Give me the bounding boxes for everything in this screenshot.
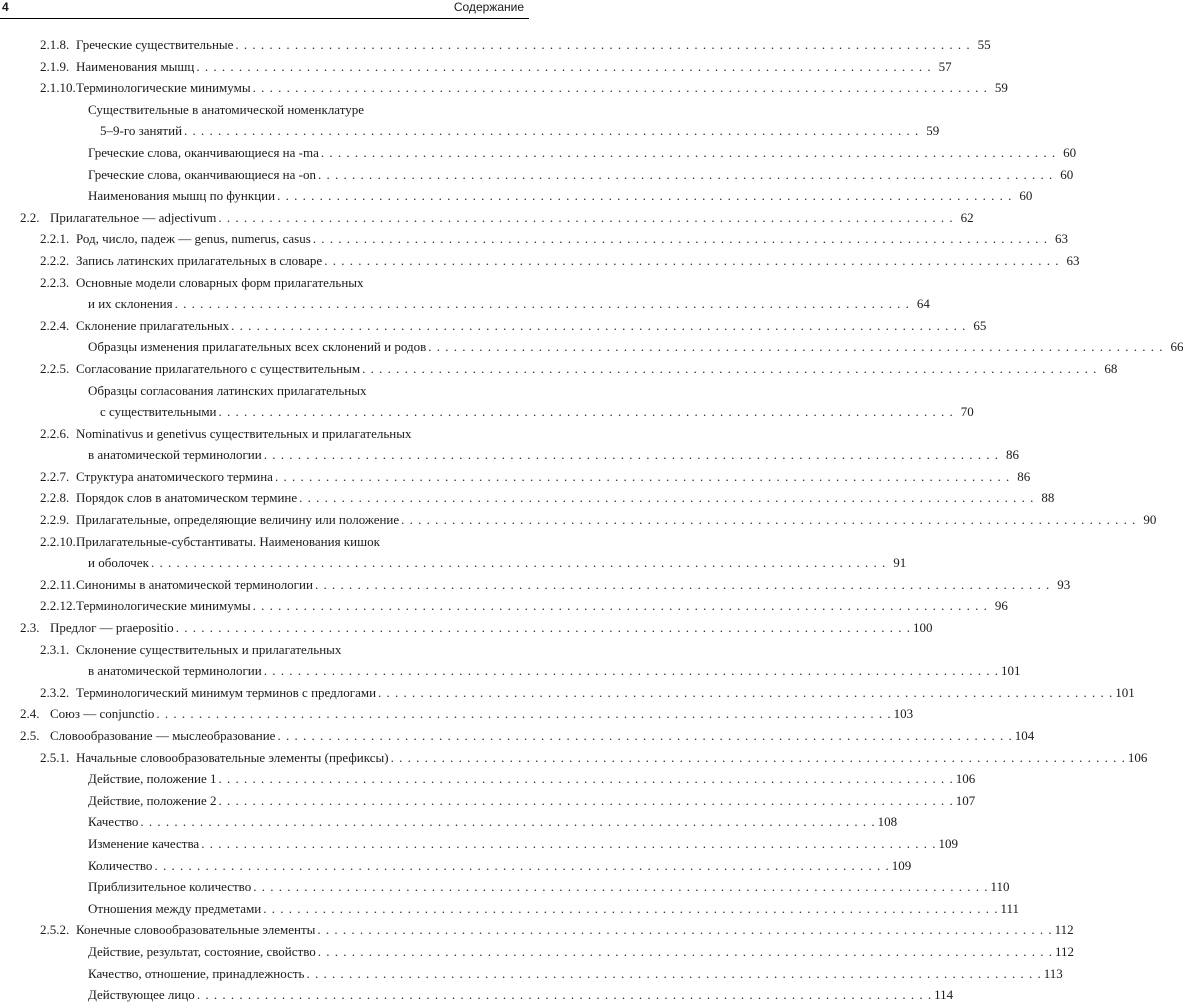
toc-entry-page: 107 — [955, 792, 976, 808]
toc-entry[interactable] — [0, 639, 1021, 682]
toc-entry[interactable] — [0, 207, 974, 229]
toc-entry-number: 2.5.2. — [40, 922, 70, 938]
toc-entry-page: 64 — [916, 296, 930, 312]
toc-entry[interactable] — [0, 703, 914, 725]
toc-entry-number: 2.2.11. — [40, 576, 76, 592]
dot-leader: . . . . . . . . . . . . . . . . . . . . . . . . . . . . . . . . . . . . . . . . . . . . . . . . . . . . . . . . . . . . . . . . . . . . . . . . . . . . . . . . . . . . . . . — [184, 123, 920, 139]
dot-leader: . . . . . . . . . . . . . . . . . . . . . . . . . . . . . . . . . . . . . . . . . . . . . . . . . . . . . . . . . . . . . . . . . . . . . . . . . . . . . . . . . . . . . . . — [390, 749, 1126, 765]
toc-entry-page: 60 — [1019, 188, 1033, 204]
table-of-contents — [0, 34, 1183, 1006]
toc-entry-title: Прилагательные-субстантиваты. Наименования кишок — [76, 533, 380, 549]
toc-entry-title: Действие, положение 2 — [88, 792, 217, 808]
toc-entry-page: 86 — [1005, 447, 1019, 463]
toc-entry-number: 2.2.5. — [40, 360, 70, 376]
dot-leader: . . . . . . . . . . . . . . . . . . . . . . . . . . . . . . . . . . . . . . . . . . . . . . . . . . . . . . . . . . . . . . . . . . . . . . . . . . . . . . . . . . . . . . . — [252, 598, 988, 614]
dot-leader: . . . . . . . . . . . . . . . . . . . . . . . . . . . . . . . . . . . . . . . . . . . . . . . . . . . . . . . . . . . . . . . . . . . . . . . . . . . . . . . . . . . . . . . — [154, 857, 890, 873]
dot-leader: . . . . . . . . . . . . . . . . . . . . . . . . . . . . . . . . . . . . . . . . . . . . . . . . . . . . . . . . . . . . . . . . . . . . . . . . . . . . . . . . . . . . . . . — [263, 900, 999, 916]
dot-leader: . . . . . . . . . . . . . . . . . . . . . . . . . . . . . . . . . . . . . . . . . . . . . . . . . . . . . . . . . . . . . . . . . . . . . . . . . . . . . . . . . . . . . . . — [299, 490, 1035, 506]
toc-entry-number: 2.2.8. — [40, 490, 70, 506]
toc-entry-number: 2.1.9. — [40, 58, 70, 74]
toc-entry[interactable] — [0, 747, 1148, 769]
dot-leader: . . . . . . . . . . . . . . . . . . . . . . . . . . . . . . . . . . . . . . . . . . . . . . . . . . . . . . . . . . . . . . . . . . . . . . . . . . . . . . . . . . . . . . . — [174, 296, 910, 312]
toc-entry-page: 93 — [1057, 576, 1071, 592]
toc-entry-page: 66 — [1170, 339, 1183, 355]
toc-entry-number: 2.2.10. — [40, 533, 76, 549]
toc-entry-title-continued: и их склонения — [88, 296, 173, 312]
dot-leader: . . . . . . . . . . . . . . . . . . . . . . . . . . . . . . . . . . . . . . . . . . . . . . . . . . . . . . . . . . . . . . . . . . . . . . . . . . . . . . . . . . . . . . . — [252, 80, 988, 96]
toc-entry[interactable] — [0, 617, 933, 639]
toc-entry-page: 90 — [1143, 512, 1157, 528]
toc-entry-title: Предлог — praepositio — [50, 620, 174, 636]
toc-entry-number: 2.2.9. — [40, 512, 70, 528]
toc-entry-page: 59 — [926, 123, 940, 139]
dot-leader: . . . . . . . . . . . . . . . . . . . . . . . . . . . . . . . . . . . . . . . . . . . . . . . . . . . . . . . . . . . . . . . . . . . . . . . . . . . . . . . . . . . . . . . — [277, 728, 1013, 743]
toc-entry-title: Порядок слов в анатомическом термине — [76, 490, 298, 506]
toc-entry-number: 2.2.3. — [40, 274, 70, 290]
toc-entry-title-continued: 5–9-го занятий — [100, 123, 183, 139]
header-rule — [0, 18, 529, 19]
toc-entry[interactable] — [0, 77, 1008, 99]
toc-entry-title: Наименования мышц — [76, 58, 195, 74]
toc-entry-title: Прилагательные, определяющие величину или положение — [76, 512, 400, 528]
dot-leader: . . . . . . . . . . . . . . . . . . . . . . . . . . . . . . . . . . . . . . . . . . . . . . . . . . . . . . . . . . . . . . . . . . . . . . . . . . . . . . . . . . . . . . . — [317, 943, 1054, 959]
dot-leader: . . . . . . . . . . . . . . . . . . . . . . . . . . . . . . . . . . . . . . . . . . . . . . . . . . . . . . . . . . . . . . . . . . . . . . . . . . . . . . . . . . . . . . . — [324, 252, 1060, 268]
toc-entry[interactable] — [0, 531, 907, 574]
toc-entry-title: Существительные в анатомической номенклатуре — [88, 101, 365, 117]
toc-entry-page: 100 — [912, 620, 933, 636]
toc-entry-title: Терминологический минимум терминов с предлогами — [76, 684, 377, 700]
toc-entry[interactable] — [0, 99, 940, 142]
dot-leader: . . . . . . . . . . . . . . . . . . . . . . . . . . . . . . . . . . . . . . . . . . . . . . . . . . . . . . . . . . . . . . . . . . . . . . . . . . . . . . . . . . . . . . . — [218, 209, 954, 225]
toc-entry-page: 62 — [960, 209, 974, 225]
toc-entry-title: Синонимы в анатомической терминологии — [76, 576, 313, 592]
toc-entry[interactable] — [0, 336, 1183, 358]
toc-entry[interactable] — [0, 380, 974, 423]
toc-entry-page: 88 — [1041, 490, 1055, 506]
toc-entry-title: Терминологические минимумы — [76, 80, 251, 96]
toc-entry-title: Структура анатомического термина — [76, 468, 273, 484]
toc-entry[interactable] — [0, 487, 1055, 509]
toc-entry-title: Запись латинских прилагательных в словаре — [76, 252, 323, 268]
dot-leader: . . . . . . . . . . . . . . . . . . . . . . . . . . . . . . . . . . . . . . . . . . . . . . . . . . . . . . . . . . . . . . . . . . . . . . . . . . . . . . . . . . . . . . . — [263, 447, 999, 463]
toc-entry[interactable] — [0, 898, 1020, 920]
toc-entry[interactable] — [0, 56, 952, 78]
dot-leader: . . . . . . . . . . . . . . . . . . . . . . . . . . . . . . . . . . . . . . . . . . . . . . . . . . . . . . . . . . . . . . . . . . . . . . . . . . . . . . . . . . . . . . . — [235, 37, 971, 52]
toc-entry-title: Образцы согласования латинских прилагательных — [88, 382, 367, 398]
toc-entry-title: Количество — [88, 857, 153, 873]
dot-leader: . . . . . . . . . . . . . . . . . . . . . . . . . . . . . . . . . . . . . . . . . . . . . . . . . . . . . . . . . . . . . . . . . . . . . . . . . . . . . . . . . . . . . . . — [428, 339, 1164, 355]
toc-entry[interactable] — [0, 272, 930, 315]
toc-entry-title: Приблизительное количество — [88, 879, 252, 895]
toc-entry-page: 106 — [955, 771, 976, 787]
toc-entry-title: Прилагательное — adjectivum — [50, 209, 217, 225]
toc-entry[interactable] — [0, 315, 987, 337]
toc-entry-page: 110 — [990, 879, 1010, 895]
toc-entry-number: 2.4. — [20, 706, 40, 722]
running-header — [0, 0, 529, 20]
dot-leader: . . . . . . . . . . . . . . . . . . . . . . . . . . . . . . . . . . . . . . . . . . . . . . . . . . . . . . . . . . . . . . . . . . . . . . . . . . . . . . . . . . . . . . . — [263, 663, 999, 679]
toc-entry-page: 91 — [893, 555, 907, 571]
toc-entry-page: 63 — [1055, 231, 1068, 247]
dot-leader: . . . . . . . . . . . . . . . . . . . . . . . . . . . . . . . . . . . . . . . . . . . . . . . . . . . . . . . . . . . . . . . . . . . . . . . . . . . . . . . . . . . . . . . — [156, 706, 892, 722]
toc-entry-page: 63 — [1066, 252, 1080, 268]
toc-entry[interactable] — [0, 682, 1135, 704]
toc-entry-page: 65 — [973, 317, 987, 333]
toc-entry-title-continued: и оболочек — [88, 555, 149, 571]
toc-entry-number: 2.1.10. — [40, 80, 76, 96]
toc-entry-number: 2.2.7. — [40, 468, 70, 484]
toc-entry-title: Склонение существительных и прилагательных — [76, 641, 342, 657]
toc-entry-title: Основные модели словарных форм прилагательных — [76, 274, 364, 290]
toc-entry-title: Действие, результат, состояние, свойство — [88, 943, 316, 959]
toc-entry[interactable] — [0, 574, 1071, 596]
toc-entry-number: 2.3.1. — [40, 641, 70, 657]
toc-entry[interactable] — [0, 250, 1080, 272]
toc-entry-page: 106 — [1127, 749, 1148, 765]
dot-leader: . . . . . . . . . . . . . . . . . . . . . . . . . . . . . . . . . . . . . . . . . . . . . . . . . . . . . . . . . . . . . . . . . . . . . . . . . . . . . . . . . . . . . . . — [378, 684, 1114, 700]
toc-entry-title: Союз — conjunctio — [50, 706, 155, 722]
toc-entry[interactable] — [0, 164, 1074, 186]
toc-entry-page: 55 — [977, 37, 991, 52]
toc-entry[interactable] — [0, 963, 1063, 985]
dot-leader: . . . . . . . . . . . . . . . . . . . . . . . . . . . . . . . . . . . . . . . . . . . . . . . . . . . . . . . . . . . . . . . . . . . . . . . . . . . . . . . . . . . . . . . — [274, 468, 1011, 484]
toc-entry-page: 60 — [1060, 166, 1074, 182]
toc-entry-title: Изменение качества — [88, 835, 200, 851]
toc-entry[interactable] — [0, 34, 991, 56]
dot-leader: . . . . . . . . . . . . . . . . . . . . . . . . . . . . . . . . . . . . . . . . . . . . . . . . . . . . . . . . . . . . . . . . . . . . . . . . . . . . . . . . . . . . . . . — [140, 814, 876, 830]
toc-entry-page: 109 — [891, 857, 912, 873]
toc-entry-page: 60 — [1063, 144, 1077, 160]
dot-leader: . . . . . . . . . . . . . . . . . . . . . . . . . . . . . . . . . . . . . . . . . . . . . . . . . . . . . . . . . . . . . . . . . . . . . . . . . . . . . . . . . . . . . . . — [318, 166, 1054, 182]
dot-leader: . . . . . . . . . . . . . . . . . . . . . . . . . . . . . . . . . . . . . . . . . . . . . . . . . . . . . . . . . . . . . . . . . . . . . . . . . . . . . . . . . . . . . . . — [312, 231, 1048, 247]
dot-leader: . . . . . . . . . . . . . . . . . . . . . . . . . . . . . . . . . . . . . . . . . . . . . . . . . . . . . . . . . . . . . . . . . . . . . . . . . . . . . . . . . . . . . . . — [218, 404, 954, 420]
toc-entry[interactable] — [0, 984, 954, 1006]
dot-leader: . . . . . . . . . . . . . . . . . . . . . . . . . . . . . . . . . . . . . . . . . . . . . . . . . . . . . . . . . . . . . . . . . . . . . . . . . . . . . . . . . . . . . . . — [201, 835, 937, 851]
toc-entry-title: Склонение прилагательных — [76, 317, 230, 333]
toc-entry-page: 112 — [1055, 943, 1075, 959]
toc-entry-title: Наименования мышц по функции — [88, 188, 276, 204]
toc-entry[interactable] — [0, 423, 1019, 466]
toc-entry-page: 108 — [877, 814, 898, 830]
dot-leader: . . . . . . . . . . . . . . . . . . . . . . . . . . . . . . . . . . . . . . . . . . . . . . . . . . . . . . . . . . . . . . . . . . . . . . . . . . . . . . . . . . . . . . . — [277, 188, 1013, 204]
dot-leader: . . . . . . . . . . . . . . . . . . . . . . . . . . . . . . . . . . . . . . . . . . . . . . . . . . . . . . . . . . . . . . . . . . . . . . . . . . . . . . . . . . . . . . . — [314, 576, 1051, 592]
toc-entry[interactable] — [0, 833, 958, 855]
toc-entry[interactable] — [0, 509, 1157, 531]
toc-entry-title: Греческие слова, оканчивающиеся на -on — [88, 166, 316, 182]
toc-entry-title: Терминологические минимумы — [76, 598, 251, 614]
toc-entry[interactable] — [0, 142, 1077, 164]
toc-entry[interactable] — [0, 185, 1033, 207]
toc-entry[interactable] — [0, 941, 1075, 963]
toc-entry-page: 113 — [1043, 965, 1063, 981]
dot-leader: . . . . . . . . . . . . . . . . . . . . . . . . . . . . . . . . . . . . . . . . . . . . . . . . . . . . . . . . . . . . . . . . . . . . . . . . . . . . . . . . . . . . . . . — [253, 879, 989, 895]
toc-entry[interactable] — [0, 768, 976, 790]
toc-entry[interactable] — [0, 790, 976, 812]
dot-leader: . . . . . . . . . . . . . . . . . . . . . . . . . . . . . . . . . . . . . . . . . . . . . . . . . . . . . . . . . . . . . . . . . . . . . . . . . . . . . . . . . . . . . . . — [317, 922, 1053, 938]
toc-entry-title: Nominativus и genetivus существительных и прилагательных — [76, 425, 412, 441]
toc-entry-title-continued: в анатомической терминологии — [88, 663, 262, 679]
toc-entry[interactable] — [0, 595, 1008, 617]
toc-entry-page: 96 — [994, 598, 1008, 614]
toc-entry-page: 112 — [1054, 922, 1074, 938]
toc-entry-title: Конечные словообразовательные элементы — [76, 922, 316, 938]
toc-entry-page: 109 — [938, 835, 958, 851]
toc-entry-title: Отношения между предметами — [88, 900, 262, 916]
toc-entry-number: 2.5. — [20, 728, 40, 743]
toc-entry-title: Действие, положение 1 — [88, 771, 217, 787]
dot-leader: . . . . . . . . . . . . . . . . . . . . . . . . . . . . . . . . . . . . . . . . . . . . . . . . . . . . . . . . . . . . . . . . . . . . . . . . . . . . . . . . . . . . . . . — [231, 317, 967, 333]
toc-entry-number: 2.2. — [20, 209, 40, 225]
toc-entry-title: Образцы изменения прилагательных всех склонений и родов — [88, 339, 427, 355]
page-number: 4 — [2, 0, 9, 14]
toc-entry-number: 2.1.8. — [40, 37, 70, 52]
dot-leader: . . . . . . . . . . . . . . . . . . . . . . . . . . . . . . . . . . . . . . . . . . . . . . . . . . . . . . . . . . . . . . . . . . . . . . . . . . . . . . . . . . . . . . . — [320, 144, 1057, 160]
toc-entry-number: 2.2.1. — [40, 231, 70, 247]
toc-entry-number: 2.3.2. — [40, 684, 70, 700]
dot-leader: . . . . . . . . . . . . . . . . . . . . . . . . . . . . . . . . . . . . . . . . . . . . . . . . . . . . . . . . . . . . . . . . . . . . . . . . . . . . . . . . . . . . . . . — [218, 771, 954, 787]
dot-leader: . . . . . . . . . . . . . . . . . . . . . . . . . . . . . . . . . . . . . . . . . . . . . . . . . . . . . . . . . . . . . . . . . . . . . . . . . . . . . . . . . . . . . . . — [362, 360, 1098, 376]
toc-entry-page: 114 — [934, 987, 954, 1003]
toc-entry-number: 2.2.6. — [40, 425, 70, 441]
dot-leader: . . . . . . . . . . . . . . . . . . . . . . . . . . . . . . . . . . . . . . . . . . . . . . . . . . . . . . . . . . . . . . . . . . . . . . . . . . . . . . . . . . . . . . . — [150, 555, 887, 571]
dot-leader: . . . . . . . . . . . . . . . . . . . . . . . . . . . . . . . . . . . . . . . . . . . . . . . . . . . . . . . . . . . . . . . . . . . . . . . . . . . . . . . . . . . . . . . — [196, 58, 932, 74]
toc-entry-title-continued: в анатомической терминологии — [88, 447, 262, 463]
dot-leader: . . . . . . . . . . . . . . . . . . . . . . . . . . . . . . . . . . . . . . . . . . . . . . . . . . . . . . . . . . . . . . . . . . . . . . . . . . . . . . . . . . . . . . . — [175, 620, 911, 636]
toc-entry[interactable] — [0, 919, 1074, 941]
toc-entry-page: 101 — [1000, 663, 1021, 679]
toc-entry-title: Начальные словообразовательные элементы (префиксы) — [76, 749, 389, 765]
toc-entry-title: Качество, отношение, принадлежность — [88, 965, 305, 981]
toc-entry[interactable] — [0, 876, 1010, 898]
toc-entry-title: Действующее лицо — [88, 987, 195, 1003]
toc-entry[interactable] — [0, 228, 1068, 250]
toc-entry[interactable] — [0, 811, 898, 833]
dot-leader: . . . . . . . . . . . . . . . . . . . . . . . . . . . . . . . . . . . . . . . . . . . . . . . . . . . . . . . . . . . . . . . . . . . . . . . . . . . . . . . . . . . . . . . — [196, 987, 933, 1003]
running-title: Содержание — [453, 0, 524, 14]
toc-entry-page: 86 — [1017, 468, 1031, 484]
toc-entry[interactable] — [0, 358, 1118, 380]
toc-entry-page: 57 — [938, 58, 952, 74]
toc-entry-page: 111 — [1000, 900, 1020, 916]
toc-entry-title: Род, число, падеж — genus, numerus, casus — [76, 231, 311, 247]
toc-entry-title: Качество — [88, 814, 139, 830]
dot-leader: . . . . . . . . . . . . . . . . . . . . . . . . . . . . . . . . . . . . . . . . . . . . . . . . . . . . . . . . . . . . . . . . . . . . . . . . . . . . . . . . . . . . . . . — [218, 792, 954, 808]
dot-leader: . . . . . . . . . . . . . . . . . . . . . . . . . . . . . . . . . . . . . . . . . . . . . . . . . . . . . . . . . . . . . . . . . . . . . . . . . . . . . . . . . . . . . . . — [306, 965, 1042, 981]
toc-entry-title: Словообразование — мыслеобразование — [50, 728, 276, 743]
toc-entry[interactable] — [0, 855, 912, 877]
toc-entry[interactable] — [0, 725, 1035, 747]
dot-leader: . . . . . . . . . . . . . . . . . . . . . . . . . . . . . . . . . . . . . . . . . . . . . . . . . . . . . . . . . . . . . . . . . . . . . . . . . . . . . . . . . . . . . . . — [401, 512, 1137, 528]
toc-entry-page: 103 — [893, 706, 914, 722]
toc-entry-number: 2.5.1. — [40, 749, 70, 765]
toc-entry-page: 68 — [1104, 360, 1118, 376]
toc-entry-title: Греческие существительные — [76, 37, 234, 52]
toc-entry-page: 70 — [960, 404, 974, 420]
toc-entry-page: 104 — [1014, 728, 1035, 743]
toc-entry-number: 2.2.2. — [40, 252, 70, 268]
toc-entry-number: 2.2.12. — [40, 598, 76, 614]
toc-entry-title: Согласование прилагательного с существительным — [76, 360, 361, 376]
toc-entry-page: 59 — [994, 80, 1008, 96]
toc-entry[interactable] — [0, 466, 1031, 488]
toc-entry-page: 101 — [1115, 684, 1135, 700]
toc-entry-number: 2.3. — [20, 620, 40, 636]
toc-entry-title: Греческие слова, оканчивающиеся на -ma — [88, 144, 319, 160]
toc-entry-number: 2.2.4. — [40, 317, 70, 333]
toc-entry-title-continued: с существительными — [100, 404, 217, 420]
